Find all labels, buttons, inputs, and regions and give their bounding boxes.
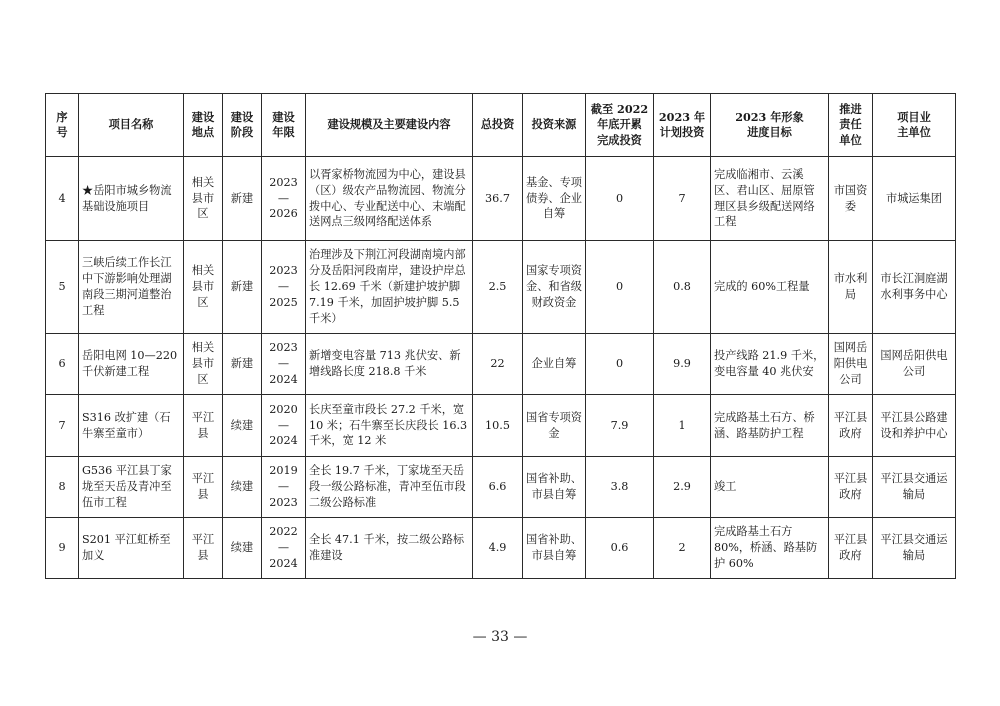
cell-cumulative: 7.9 [586, 395, 654, 457]
cell-location: 平江县 [184, 518, 223, 579]
cell-seq: 5 [46, 241, 79, 334]
page-number: — 33 — [472, 629, 528, 645]
cell-responsible: 平江县政府 [829, 457, 873, 518]
header-owner-unit: 项目业 主单位 [873, 94, 956, 157]
table-row [46, 241, 956, 334]
cell-cumulative: 0 [586, 241, 654, 334]
cell-location: 平江县 [184, 395, 223, 457]
cell-name: S201 平江虹桥至加义 [79, 518, 184, 579]
cell-target: 完成路基土石方 80%，桥涵、路基防护 60% [711, 518, 829, 579]
cell-location: 相关县市区 [184, 157, 223, 241]
cell-responsible: 市国资委 [829, 157, 873, 241]
cell-total: 22 [473, 334, 523, 395]
cell-period: 2023— 2026 [262, 157, 306, 241]
header-seq: 序 号 [46, 94, 79, 157]
cell-responsible: 平江县政府 [829, 518, 873, 579]
cell-plan: 1 [654, 395, 711, 457]
cell-period: 2019— 2023 [262, 457, 306, 518]
cell-stage: 续建 [223, 395, 262, 457]
cell-location: 平江县 [184, 457, 223, 518]
cell-scope: 全长 47.1 千米，按二级公路标准建设 [306, 518, 473, 579]
cell-stage: 新建 [223, 334, 262, 395]
cell-target: 竣工 [711, 457, 829, 518]
cell-cumulative: 3.8 [586, 457, 654, 518]
cell-target: 投产线路 21.9 千米，变电容量 40 兆伏安 [711, 334, 829, 395]
header-period: 建设 年限 [262, 94, 306, 157]
cell-period: 2023— 2024 [262, 334, 306, 395]
cell-name: ★岳阳市城乡物流基础设施项目 [79, 157, 184, 241]
cell-cumulative: 0 [586, 157, 654, 241]
cell-owner: 市长江洞庭湖水利事务中心 [873, 241, 956, 334]
cell-responsible: 平江县政府 [829, 395, 873, 457]
cell-stage: 续建 [223, 457, 262, 518]
cell-scope: 以胥家桥物流园为中心，建设县（区）级农产品物流园、物流分拨中心、专业配送中心、末端配送网点三级网络配送体系 [306, 157, 473, 241]
cell-seq: 8 [46, 457, 79, 518]
cell-plan: 2 [654, 518, 711, 579]
cell-owner: 平江县交通运输局 [873, 457, 956, 518]
cell-stage: 新建 [223, 157, 262, 241]
cell-plan: 9.9 [654, 334, 711, 395]
cell-name: 岳阳电网 10—220 千伏新建工程 [79, 334, 184, 395]
header-investment-source: 投资来源 [523, 94, 586, 157]
cell-total: 36.7 [473, 157, 523, 241]
cell-location: 相关县市区 [184, 334, 223, 395]
header-total-investment: 总投资 [473, 94, 523, 157]
cell-period: 2023— 2025 [262, 241, 306, 334]
cell-target: 完成临湘市、云溪区、君山区、屈原管理区县乡级配送网络工程 [711, 157, 829, 241]
cell-owner: 国网岳阳供电公司 [873, 334, 956, 395]
cell-source: 企业自筹 [523, 334, 586, 395]
cell-seq: 6 [46, 334, 79, 395]
cell-period: 2020— 2024 [262, 395, 306, 457]
cell-owner: 市城运集团 [873, 157, 956, 241]
cell-scope: 治理涉及下荆江河段湖南境内部分及岳阳河段南岸，建设护岸总长 12.69 千米（新建护坡护脚 7.19 千米，加固护坡护脚 5.5 千米） [306, 241, 473, 334]
cell-source: 国省专项资金 [523, 395, 586, 457]
header-planned-investment: 2023 年 计划投资 [654, 94, 711, 157]
cell-owner: 平江县公路建设和养护中心 [873, 395, 956, 457]
cell-source: 国省补助、市县自筹 [523, 457, 586, 518]
header-location: 建设 地点 [184, 94, 223, 157]
header-scope: 建设规模及主要建设内容 [306, 94, 473, 157]
cell-total: 10.5 [473, 395, 523, 457]
cell-target: 完成路基土石方、桥涵、路基防护工程 [711, 395, 829, 457]
header-name: 项目名称 [79, 94, 184, 157]
cell-total: 4.9 [473, 518, 523, 579]
cell-target: 完成的 60%工程量 [711, 241, 829, 334]
header-responsible-unit: 推进 责任 单位 [829, 94, 873, 157]
cell-location: 相关县市区 [184, 241, 223, 334]
cell-responsible: 市水利局 [829, 241, 873, 334]
cell-scope: 长庆至童市段长 27.2 千米，宽 10 米；石牛寨至长庆段长 16.3 千米，宽 12 米 [306, 395, 473, 457]
cell-name: G536 平江县丁家垅至天岳及青冲至伍市工程 [79, 457, 184, 518]
cell-scope: 全长 19.7 千米，丁家垅至天岳段一级公路标准，青冲至伍市段二级公路标准 [306, 457, 473, 518]
cell-name: S316 改扩建（石牛寨至童市） [79, 395, 184, 457]
cell-owner: 平江县交通运输局 [873, 518, 956, 579]
cell-source: 国省补助、市县自筹 [523, 518, 586, 579]
cell-cumulative: 0.6 [586, 518, 654, 579]
cell-plan: 0.8 [654, 241, 711, 334]
table-row [46, 395, 956, 457]
header-progress-target: 2023 年形象 进度目标 [711, 94, 829, 157]
cell-source: 基金、专项债券、企业自筹 [523, 157, 586, 241]
cell-total: 2.5 [473, 241, 523, 334]
cell-scope: 新增变电容量 713 兆伏安、新增线路长度 218.8 千米 [306, 334, 473, 395]
cell-cumulative: 0 [586, 334, 654, 395]
header-cumulative-investment: 截至 2022 年底开累 完成投资 [586, 94, 654, 157]
table-row [46, 157, 956, 241]
cell-stage: 续建 [223, 518, 262, 579]
cell-source: 国家专项资金、和省级财政资金 [523, 241, 586, 334]
cell-stage: 新建 [223, 241, 262, 334]
header-stage: 建设 阶段 [223, 94, 262, 157]
table-header-row [46, 94, 956, 157]
cell-responsible: 国网岳阳供电公司 [829, 334, 873, 395]
project-table [45, 93, 956, 579]
cell-seq: 7 [46, 395, 79, 457]
cell-period: 2022— 2024 [262, 518, 306, 579]
cell-seq: 9 [46, 518, 79, 579]
cell-plan: 7 [654, 157, 711, 241]
table-row [46, 334, 956, 395]
cell-plan: 2.9 [654, 457, 711, 518]
table-row [46, 457, 956, 518]
cell-seq: 4 [46, 157, 79, 241]
table-row [46, 518, 956, 579]
cell-name: 三峡后续工作长江中下游影响处理湖南段三期河道整治工程 [79, 241, 184, 334]
cell-total: 6.6 [473, 457, 523, 518]
